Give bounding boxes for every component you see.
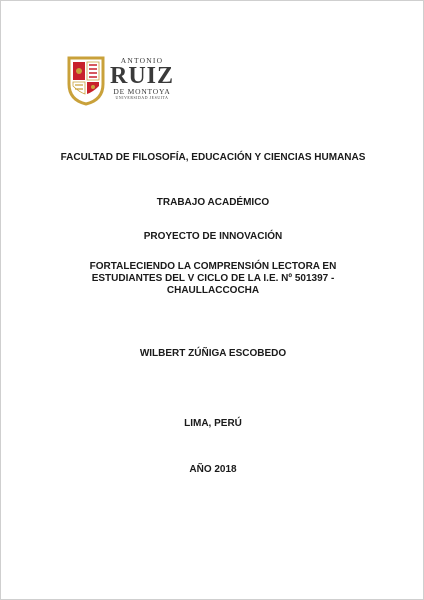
thesis-title-line-1: FORTALECIENDO LA COMPRENSIÓN LECTORA EN: [89, 261, 337, 272]
university-wordmark: [109, 56, 175, 101]
university-shield-icon: [65, 54, 107, 106]
work-type: TRABAJO ACADÉMICO: [156, 197, 270, 208]
author-name: WILBERT ZÚÑIGA ESCOBEDO: [139, 348, 287, 359]
logo-top-text: ANTONIO: [120, 56, 164, 65]
thesis-title-line-3: CHAULLACCOCHA: [166, 285, 260, 296]
place: LIMA, PERÚ: [184, 418, 242, 429]
thesis-title-line-2: ESTUDIANTES DEL V CICLO DE LA I.E. Nº 501397 -: [91, 273, 335, 284]
faculty-name: FACULTAD DE FILOSOFÍA, EDUCACIÓN Y CIENCIAS HUMANAS: [60, 152, 366, 163]
university-logo: [65, 54, 175, 106]
year: AÑO 2018: [189, 464, 237, 475]
thesis-title: [61, 261, 365, 297]
project-type: PROYECTO DE INNOVACIÓN: [143, 231, 283, 242]
logo-main-text: RUIZ: [109, 63, 174, 89]
logo-tiny-text: UNIVERSIDAD JESUITA: [115, 96, 169, 100]
logo-sub-text: DE MONTOYA: [113, 87, 171, 96]
